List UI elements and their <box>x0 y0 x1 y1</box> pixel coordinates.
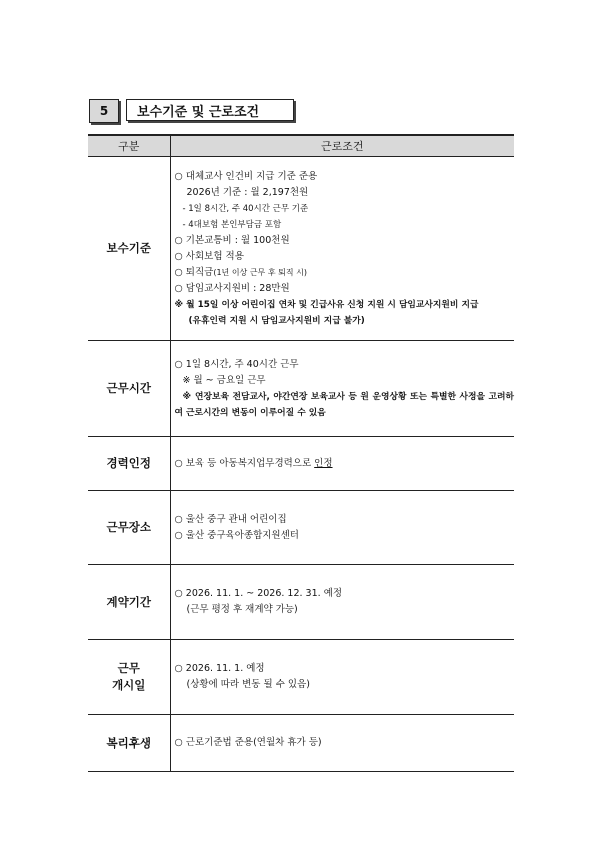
career-text: ○ 보육 등 아동복지업무경력으로 <box>174 457 315 469</box>
category-welfare: 복리후생 <box>88 715 170 772</box>
start-line-1: ○ 2026. 11. 1. 예정 <box>174 663 265 674</box>
pay-line-6: ○ 사회보험 적용 <box>174 250 244 262</box>
content-welfare <box>170 715 514 772</box>
content-place <box>170 491 514 565</box>
welfare-line-1: ○ 근로기준법 준용(연월차 휴가 등) <box>174 737 322 748</box>
start-line-2: (상황에 따라 변동 될 수 있음) <box>186 679 310 690</box>
place-line-2: ○ 울산 중구육아종합지원센터 <box>174 529 299 541</box>
category-start <box>88 640 170 715</box>
content-career <box>170 437 514 491</box>
content-start <box>170 640 514 715</box>
pay-line-2: 2026년 기준 : 월 2,197천원 <box>186 186 309 198</box>
section-title: 보수기준 및 근로조건 <box>126 99 294 121</box>
category-place: 근무장소 <box>88 491 170 565</box>
category-start-line-1: 근무 <box>117 661 140 675</box>
row-hours <box>88 341 514 437</box>
pay-line-3: - 1일 8시간, 주 40시간 근무 기준 <box>182 203 309 214</box>
pay-line-9: ※ 월 15일 이상 어린이집 연차 및 긴급사유 신청 지원 시 담임교사지원비 지급 <box>174 299 479 310</box>
table-header-row <box>88 135 514 157</box>
contract-line-1: ○ 2026. 11. 1. ~ 2026. 12. 31. 예정 <box>174 588 343 599</box>
row-start <box>88 640 514 715</box>
header-conditions: 근로조건 <box>170 135 514 157</box>
category-hours: 근무시간 <box>88 341 170 437</box>
row-contract <box>88 565 514 640</box>
header-category: 구분 <box>88 135 170 157</box>
pay-line-7-main: ○ 퇴직금 <box>174 266 214 278</box>
pay-line-8: ○ 담임교사지원비 : 28만원 <box>174 282 290 294</box>
content-contract <box>170 565 514 640</box>
row-pay <box>88 157 514 341</box>
row-welfare <box>88 715 514 772</box>
category-pay: 보수기준 <box>88 157 170 341</box>
row-career <box>88 437 514 491</box>
place-line-1: ○ 울산 중구 관내 어린이집 <box>174 513 287 525</box>
pay-line-1: ○ 대체교사 인건비 지급 기준 준용 <box>174 170 318 182</box>
hours-line-3: ※ 연장보육 전담교사, 야간연장 보육교사 등 원 운영상황 또는 특별한 사정을 고려하여 근로시간의 변동이 이루어질 수 있음 <box>174 391 514 418</box>
career-line-1 <box>175 456 515 472</box>
pay-line-7 <box>175 265 515 281</box>
pay-line-10: (유휴인력 지원 시 담임교사지원비 지급 불가) <box>188 315 365 326</box>
conditions-table <box>88 134 514 772</box>
hours-line-1: ○ 1일 8시간, 주 40시간 근무 <box>174 358 299 370</box>
category-contract: 계약기간 <box>88 565 170 640</box>
career-recognized: 인정 <box>314 457 333 469</box>
category-start-line-2: 개시일 <box>112 678 146 692</box>
pay-line-7-note: (1년 이상 근무 후 퇴직 시) <box>213 267 307 277</box>
hours-line-2: ※ 월 ~ 금요일 근무 <box>182 374 266 386</box>
content-pay <box>170 157 514 341</box>
section-header <box>89 99 294 125</box>
section-number: 5 <box>89 99 119 123</box>
contract-line-2: (근무 평정 후 재계약 가능) <box>186 604 298 615</box>
row-place <box>88 491 514 565</box>
pay-line-5: ○ 기본교통비 : 월 100천원 <box>174 234 290 246</box>
category-career: 경력인정 <box>88 437 170 491</box>
pay-line-4: - 4대보험 본인부담금 포함 <box>182 219 282 230</box>
content-hours <box>170 341 514 437</box>
